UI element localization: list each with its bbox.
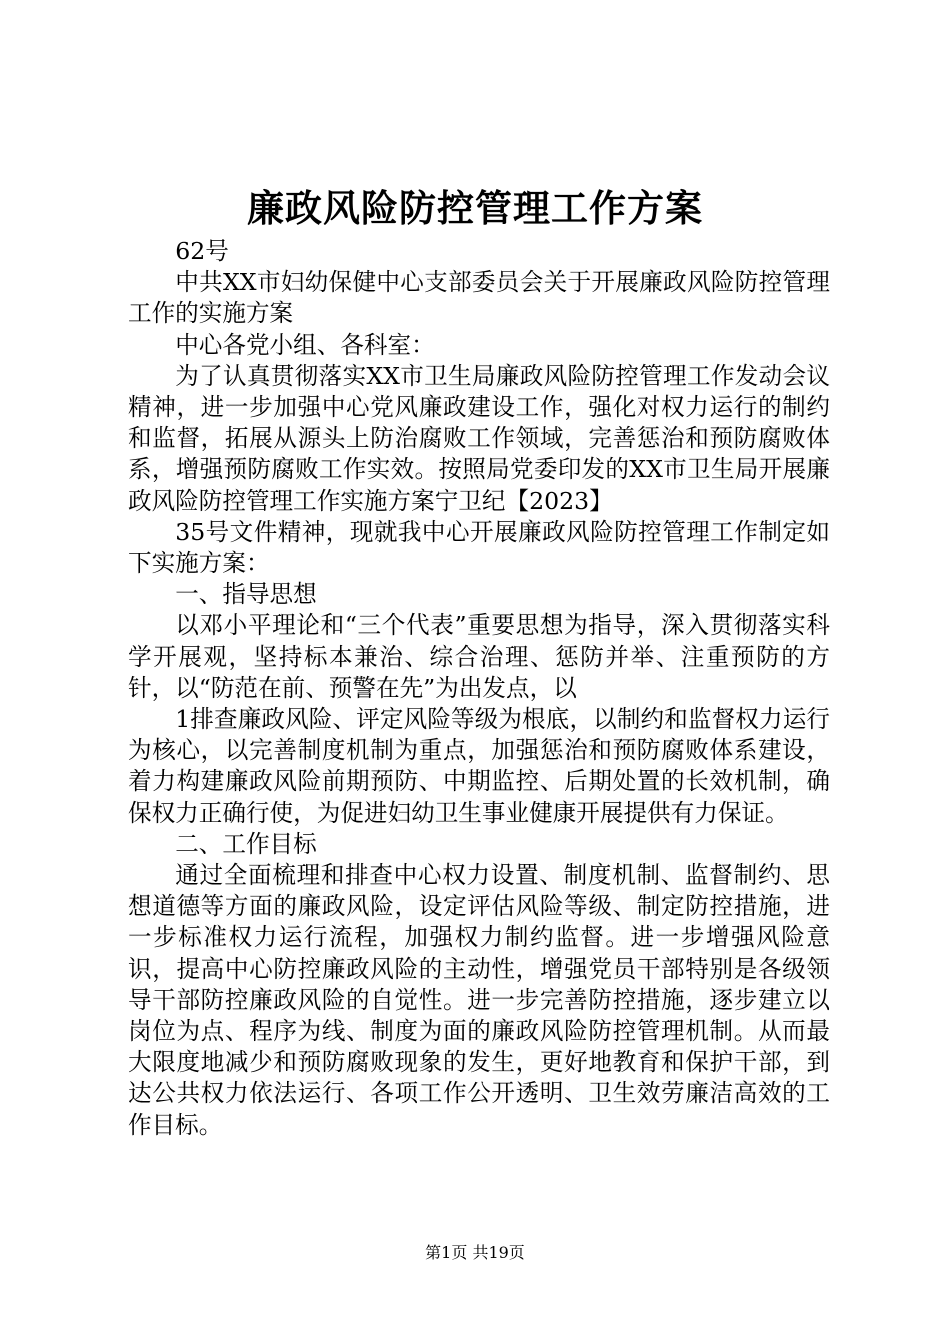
paragraph-guiding-ideology-continued: 1排查廉政风险、评定风险等级为根底，以制约和监督权力运行为核心，以完善制度机制为重点，加强惩治和预防腐败体系建设，着力构建廉政风险前期预防、中期监控、后期处置的长效机制，确保权力正确行使，为促进妇幼卫生事业健康开展提供有力保证。 — [128, 705, 830, 827]
paragraph-intro-continued: 35号文件精神，现就我中心开展廉政风险防控管理工作制定如下实施方案： — [128, 517, 830, 578]
paragraph-intro: 为了认真贯彻落实XX市卫生局廉政风险防控管理工作发动会议精神，进一步加强中心党风廉政建设工作，强化对权力运行的制约和监督，拓展从源头上防治腐败工作领域，完善惩治和预防腐败体系，增强预防腐败工作实效。按照局党委印发的XX市卫生局开展廉政风险防控管理工作实施方案宁卫纪【2023】 — [128, 361, 830, 515]
section-heading-guiding-ideology: 一、指导思想 — [175, 580, 317, 609]
page-number: 第1页 共19页 — [425, 1243, 525, 1262]
paragraph-guiding-ideology: 以邓小平理论和“三个代表”重要思想为指导，深入贯彻落实科学开展观，坚持标本兼治、综合治理、惩防并举、注重预防的方针，以“防范在前、预警在先”为出发点，以 — [128, 611, 830, 702]
section-heading-work-goals: 二、工作目标 — [175, 829, 317, 858]
doc-number: 62号 — [175, 237, 229, 265]
doc-addressee: 中心各党小组、各科室： — [175, 330, 435, 359]
document-body — [128, 236, 830, 1141]
doc-subtitle: 中共XX市妇幼保健中心支部委员会关于开展廉政风险防控管理工作的实施方案 — [128, 268, 830, 328]
document-title: 廉政风险防控管理工作方案 — [247, 186, 703, 230]
paragraph-work-goals: 通过全面梳理和排查中心权力设置、制度机制、监督制约、思想道德等方面的廉政风险，设定评估风险等级、制定防控措施，进一步标准权力运行流程，加强权力制约监督。进一步增强风险意识，提高中心防控廉政风险的主动性，增强党员干部特别是各级领导干部防控廉政风险的自觉性。进一步完善防控措施，逐步建立以岗位为点、程序为线、制度为面的廉政风险防控管理机制。从而最大限度地减少和预防腐败现象的发生，更好地教育和保护干部，到达公共权力依法运行、各项工作公开透明、卫生效劳廉洁高效的工作目标。 — [128, 861, 830, 1139]
